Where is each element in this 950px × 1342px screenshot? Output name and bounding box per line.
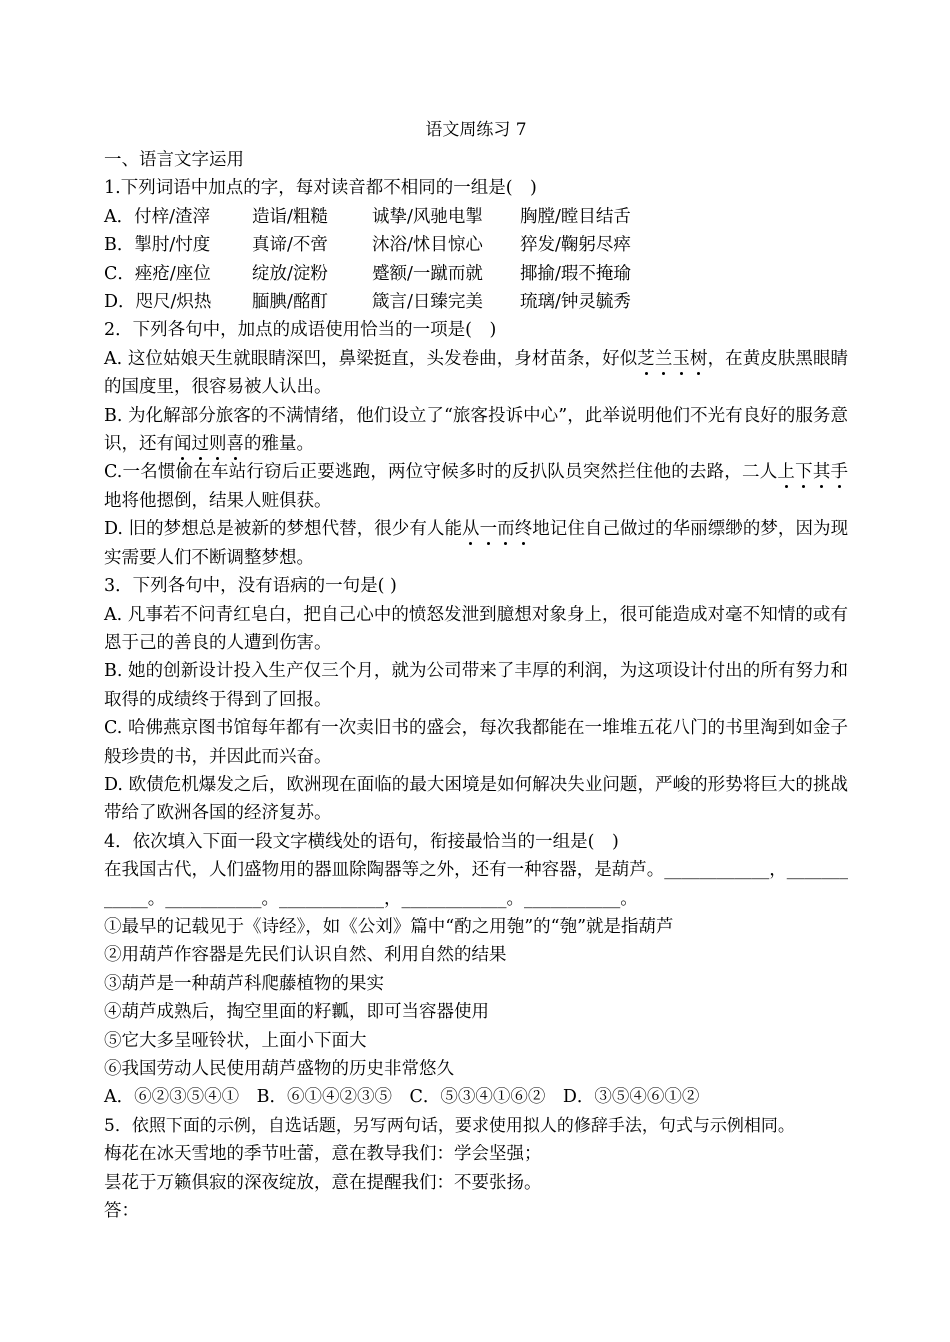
- question-2-option-d: [104, 515, 848, 572]
- dotted-char: 兰: [654, 348, 673, 369]
- option-text: 的雅量。: [244, 434, 314, 455]
- option-c-pair-3: 蹙额/一蹴而就: [372, 263, 483, 284]
- option-b-pair-4: 猝发/鞠躬尽瘁: [520, 235, 631, 256]
- dotted-char: 终: [514, 519, 533, 540]
- question-4-item: ②用葫芦作容器是先民们认识自然、利用自然的结果: [104, 945, 507, 966]
- question-4-passage: 在我国古代，人们盛物用的器皿除陶器等之外，还有一种容器，是葫芦。____________，____________。___________。____________，____________。___________。: [104, 860, 848, 909]
- question-5-example-2: 昙花于万籁俱寂的深夜绽放，意在提醒我们：不要张扬。: [104, 1172, 542, 1193]
- question-1-option-b: [104, 231, 848, 259]
- option-a-pair-2: 造诣/粗糙: [252, 206, 328, 227]
- dotted-char: 从: [462, 519, 480, 540]
- option-text: D. 旧的梦想总是被新的梦想代替，很少有人能: [104, 519, 462, 540]
- option-c-pair-1: C．痤疮/座位: [104, 263, 211, 284]
- question-4-item: ④葫芦成熟后，掏空里面的籽瓤，即可当容器使用: [104, 1002, 489, 1023]
- dotted-char: 而: [497, 519, 515, 540]
- option-b-pair-2: 真谛/不啻: [252, 235, 328, 256]
- question-4-answer-choices: A．⑥②③⑤④① B．⑥①④②③⑤ C．⑤③④①⑥② D．③⑤④⑥①②: [104, 1087, 700, 1108]
- option-text: ，在黄皮肤黑眼睛的国度里，很容易被人认出。: [104, 348, 849, 398]
- option-b-pair-3: 沐浴/怵目惊心: [372, 235, 483, 256]
- dotted-char: 玉: [672, 348, 690, 369]
- option-a-pair-4: 胸膛/瞠目结舌: [520, 206, 631, 227]
- question-3-option-d: D. 欧债危机爆发之后，欧洲现在面临的最大困境是如何解决失业问题，严峻的形势将巨大的挑战带给了欧洲各国的经济复苏。: [104, 774, 848, 824]
- question-4-item: ③葫芦是一种葫芦科爬藤植物的果实: [104, 973, 384, 994]
- option-d-pair-4: 琉璃/钟灵毓秀: [520, 292, 631, 313]
- question-3-option-b: B. 她的创新设计投入生产仅三个月，就为公司带来了丰厚的利润，为这项设计付出的所有努力和取得的成绩终于得到了回报。: [104, 661, 848, 710]
- option-text: 地记住自己做过的华丽缥缈的梦，因为现实需要人们不断调整梦想。: [104, 519, 849, 568]
- page-title: 语文周练习 7: [425, 120, 527, 140]
- dotted-char: 下: [795, 462, 813, 483]
- question-1-option-d: [104, 288, 848, 316]
- option-text: C.一名惯偷在车站行窃后正要逃跑，两位守候多时的反扒队员突然拦住他的去路，二人: [104, 462, 778, 483]
- option-c-pair-4: 揶揄/瑕不掩瑜: [520, 263, 631, 284]
- option-b-pair-1: B．掣肘/忖度: [104, 235, 211, 256]
- dotted-char: 喜: [226, 434, 244, 455]
- question-5-stem: 5．依照下面的示例，自选话题，另写两句话，要求使用拟人的修辞手法，句式与示例相同。: [104, 1115, 795, 1136]
- dotted-char: 树: [690, 348, 708, 369]
- option-d-pair-2: 腼腆/酩酊: [252, 292, 328, 313]
- option-text: A. 这位姑娘天生就眼睛深凹，鼻梁挺直，头发卷曲，身材苗条，好似: [104, 348, 638, 369]
- question-1-stem: 1.下列词语中加点的字，每对读音都不相同的一组是( ): [104, 178, 537, 199]
- question-4-stem: 4．依次填入下面一段文字横线处的语句，衔接最恰当的一组是( ): [104, 831, 619, 852]
- question-2-option-b: [104, 402, 848, 459]
- question-3-stem: 3．下列各句中，没有语病的一句是( ): [104, 576, 397, 597]
- option-d-pair-3: 箴言/日臻完美: [372, 292, 483, 313]
- question-4-item: ⑤它大多呈哑铃状，上面小下面大: [104, 1030, 367, 1051]
- document-page: [104, 118, 848, 1225]
- question-1-option-a: [104, 203, 848, 231]
- question-3-option-c: C. 哈佛燕京图书馆每年都有一次卖旧书的盛会，每次我都能在一堆堆五花八门的书里淘到如金子般珍贵的书，并因此而兴奋。: [104, 718, 848, 767]
- option-text: 地将他摁倒，结果人赃俱获。: [104, 490, 332, 511]
- option-d-pair-1: D．咫尺/炽热: [104, 292, 212, 313]
- option-c-pair-2: 绽放/淀粉: [252, 263, 328, 284]
- question-2-option-c: [104, 458, 848, 515]
- option-a-pair-3: 诚挚/风驰电掣: [372, 206, 483, 227]
- dotted-char: 过: [191, 434, 209, 455]
- dotted-char: 其: [812, 462, 831, 483]
- question-5-example-1: 梅花在冰天雪地的季节吐蕾，意在教导我们：学会坚强；: [104, 1144, 542, 1165]
- option-text: B. 为化解部分旅客的不满情绪，他们设立了“旅客投诉中心”，此举说明他们不光有良好的服务意识，还有: [104, 405, 848, 455]
- question-4-item: ①最早的记载见于《诗经》，如《公刘》篇中“酌之用匏”的“匏”就是指葫芦: [104, 916, 674, 937]
- dotted-char: 闻: [174, 434, 192, 455]
- section-heading: 一、语言文字运用: [104, 150, 244, 170]
- question-2-stem: 2．下列各句中，加点的成语使用恰当的一项是( ): [104, 320, 497, 341]
- dotted-char: 一: [479, 519, 498, 540]
- dotted-char: 则: [209, 434, 227, 455]
- question-2-option-a: [104, 345, 848, 402]
- question-4-item: ⑥我国劳动人民使用葫芦盛物的历史非常悠久: [104, 1059, 454, 1079]
- answer-label: 答：: [104, 1201, 139, 1222]
- question-3-option-a: A. 凡事若不问青红皂白，把自己心中的愤怒发泄到臆想对象身上，很可能造成对毫不知情的或有恩于己的善良的人遭到伤害。: [104, 604, 848, 653]
- dotted-char: 手: [830, 462, 849, 483]
- question-1-option-c: [104, 260, 848, 288]
- option-a-pair-1: A．付梓/渣滓: [104, 206, 211, 227]
- dotted-char: 上: [777, 462, 796, 483]
- dotted-char: 芝: [637, 348, 655, 369]
